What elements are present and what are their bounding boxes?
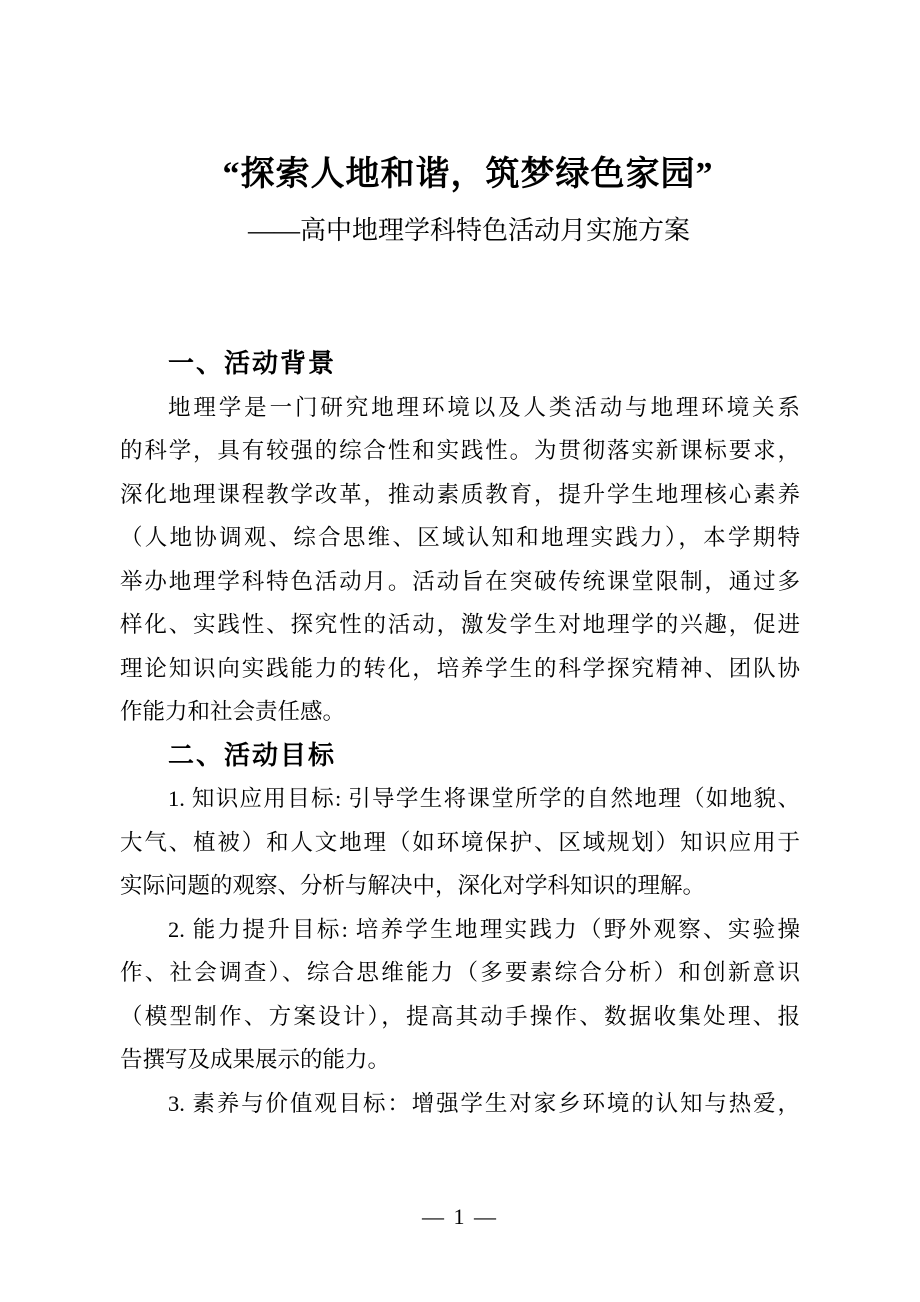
text-line: 地理学是一门研究地理环境以及人类活动与地理环境关系 — [168, 394, 800, 420]
text-line: （人地协调观、综合思维、区域认知和地理实践力），本学期特 — [120, 525, 800, 550]
page-number: — 1 — — [422, 1204, 498, 1229]
section-heading: 二、活动目标 — [168, 739, 337, 770]
text-line: （模型制作、方案设计），提高其动手操作、数据收集处理、报 — [120, 1003, 800, 1029]
text-line: 作、社会调查）、综合思维能力（多要素综合分析）和创新意识 — [120, 960, 800, 985]
text-line: 理论知识向实践能力的转化，培养学生的科学探究精神、团队协 — [120, 655, 800, 681]
text-line: 举办地理学科特色活动月。活动旨在突破传统课堂限制，通过多 — [120, 568, 800, 594]
text-line: 大气、植被）和人文地理（如环境保护、区域规划）知识应用于 — [120, 829, 800, 855]
text-line: 的科学，具有较强的综合性和实践性。为贯彻落实新课标要求， — [120, 438, 800, 463]
text-line: 实际问题的观察、分析与解决中，深化对学科知识的理解。 — [120, 873, 706, 898]
text-line: 深化地理课程教学改革，推动素质教育，提升学生地理核心素养 — [120, 481, 800, 507]
text-line: 样化、实践性、探究性的活动，激发学生对地理学的兴趣，促进 — [120, 612, 800, 637]
text-line: 3. 素养与价值观目标：增强学生对家乡环境的认知与热爱， — [168, 1090, 800, 1116]
text-line: 2. 能力提升目标: 培养学生地理实践力（野外观察、实验操 — [168, 916, 800, 942]
section-heading: 一、活动背景 — [168, 348, 337, 378]
text-line: 1. 知识应用目标: 引导学生将课堂所学的自然地理（如地貌、 — [168, 786, 800, 811]
document-title: “探索人地和谐，筑梦绿色家园” — [222, 156, 714, 193]
text-line: 作能力和社会责任感。 — [120, 699, 346, 724]
document-body — [120, 342, 800, 1125]
document-subtitle: ——高中地理学科特色活动月实施方案 — [247, 216, 690, 245]
text-line: 告撰写及成果展示的能力。 — [120, 1047, 391, 1072]
